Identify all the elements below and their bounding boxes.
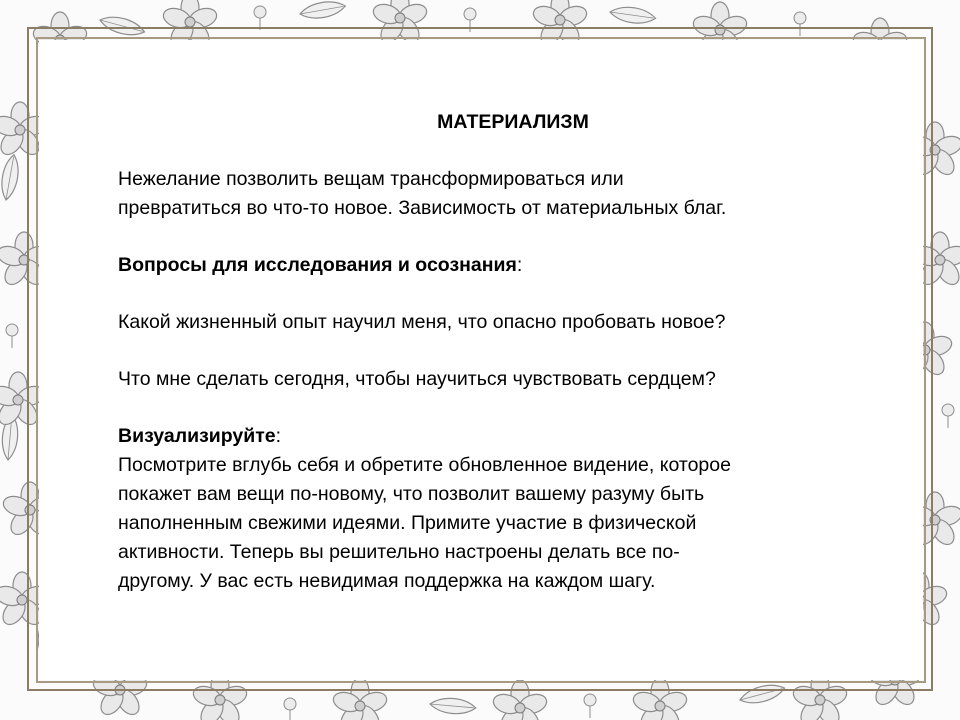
page-title: МАТЕРИАЛИЗМ xyxy=(437,111,589,133)
visualize-line-1: Посмотрите вглубь себя и обретите обновленное видение, которое xyxy=(118,454,731,476)
visualize-heading: Визуализируйте xyxy=(118,425,276,447)
visualize-heading-line xyxy=(118,422,878,451)
intro-line-1: Нежелание позволить вещам трансформироваться или xyxy=(118,168,624,190)
questions-heading: Вопросы для исследования и осознания xyxy=(118,254,517,276)
visualize-line-2: покажет вам вещи по-новому, что позволит вашему разуму быть xyxy=(118,483,705,505)
question-1: Какой жизненный опыт научил меня, что опасно пробовать новое? xyxy=(118,311,726,333)
questions-heading-line xyxy=(118,251,878,280)
questions-heading-colon: : xyxy=(516,254,523,276)
visualize-line-5: другому. У вас есть невидимая поддержка на каждом шагу. xyxy=(118,570,656,592)
visualize-line-3: наполненным свежими идеями. Примите участие в физической xyxy=(118,512,697,534)
visualize-line-4: активности. Теперь вы решительно настроены делать все по- xyxy=(118,541,680,563)
question-2: Что мне сделать сегодня, чтобы научиться чувствовать сердцем? xyxy=(118,368,716,390)
visualize-heading-colon: : xyxy=(275,425,282,447)
intro-line-2: превратиться во что-то новое. Зависимость от материальных благ. xyxy=(118,197,727,219)
slide-text xyxy=(118,108,878,596)
